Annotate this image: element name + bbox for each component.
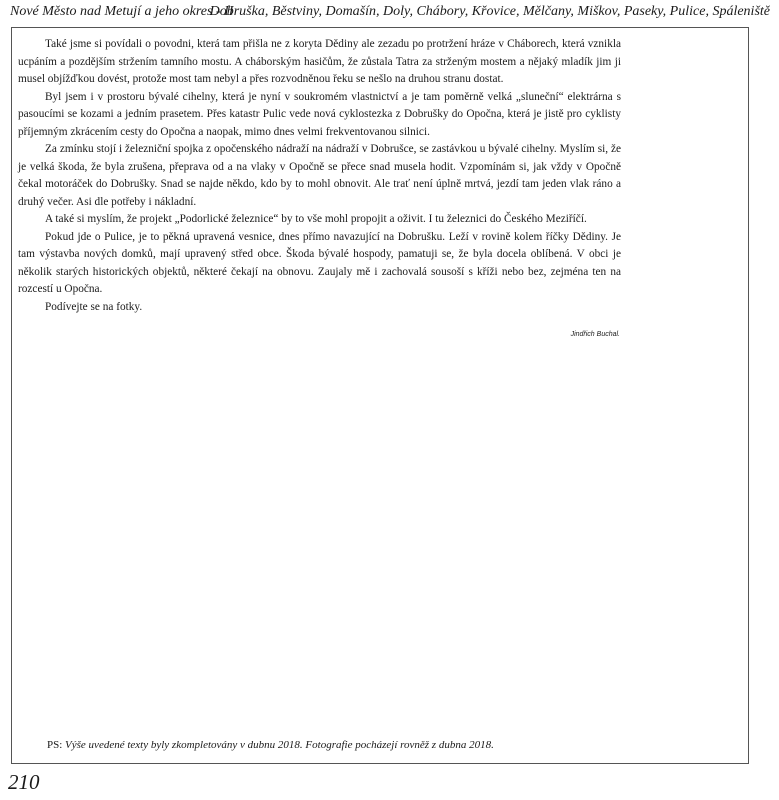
header-book-title: Nové Město nad Metují a jeho okres - II bbox=[10, 4, 234, 19]
paragraph: Pokud jde o Pulice, je to pěkná upravená vesnice, dnes přímo navazující na Dobrušku. Leží v rovině kolem říčky Dědiny. Je tam výstavba nových domků, mají upravený střed obce. Škoda bývalé hospody, pamatuji se, že byla docela oblíbená. V obci je několik starých historických objektů, některé čekají na obnovu. Zaujaly mě i zachovalá sousoší s kříži nebo bez, zejména ten na rozcestí u Opočna. bbox=[18, 230, 621, 295]
paragraph: Byl jsem i v prostoru bývalé cihelny, která je nyní v soukromém vlastnictví a je tam poměrně velká „sluneční“ elektrárna s pasoucími se kozami a jedním prasetem. Přes katastr Pulic vede nová cyklostezka z Dobrušky do Opočna, která je jistě pro cyklisty příjemným zkrácením cesty do Opočna a naopak, mimo dnes velmi frekventovanou silnici. bbox=[18, 90, 621, 138]
paragraph: Také jsme si povídali o povodni, která tam přišla ne z koryta Dědiny ale zezadu po protržení hráze v Cháborech, která vznikla ucpáním a pozdějším stržením tamního mostu. A cháborským hasičům, že zůstala Tatra za strženým mostem a nějaký mladík jim ji musel objížďkou dovést, protože most tam nebyl a přes rozvodněnou řeku se nešlo na druhou stranu dostat. bbox=[18, 38, 621, 85]
paragraph: Za zmínku stojí i železniční spojka z opočenského nádraží na nádraží v Dobrušce, se zastávkou u bývalé cihelny. Myslím si, že je velká škoda, že byla zrušena, přeprava od a na vlaky v Opočně se přece snad musela hodit. Vzpomínám si, jak vždy v Opočně čekal motoráček do Dobrušky. Snad se najde někdo, kdo by to mohl obnovit. Ale trať není úplně mrtvá, jezdí tam jeden vlak ráno a druhý večer. Asi dle potřeby i nákladní. bbox=[18, 143, 621, 208]
author-signature: Jindřich Buchal. bbox=[570, 331, 620, 338]
postscript-label: PS: bbox=[47, 739, 66, 751]
header-chapter-title: Dobruška, Běstviny, Domašín, Doly, Chábory, Křovice, Mělčany, Miškov, Paseky, Pulice, Spáleniště bbox=[209, 4, 770, 19]
article-body bbox=[18, 36, 621, 316]
postscript bbox=[47, 739, 647, 751]
postscript-text: Výše uvedené texty byly zkompletovány v dubnu 2018. Fotografie pocházejí rovněž z dubna 2018. bbox=[65, 739, 494, 751]
paragraph: A také si myslím, že projekt „Podorlické železnice“ by to vše mohl propojit a oživit. I tu železnici do Českého Meziříčí. bbox=[45, 213, 587, 225]
running-header bbox=[10, 4, 770, 24]
page-number: 210 bbox=[8, 770, 40, 794]
paragraph: Podívejte se na fotky. bbox=[45, 300, 143, 313]
